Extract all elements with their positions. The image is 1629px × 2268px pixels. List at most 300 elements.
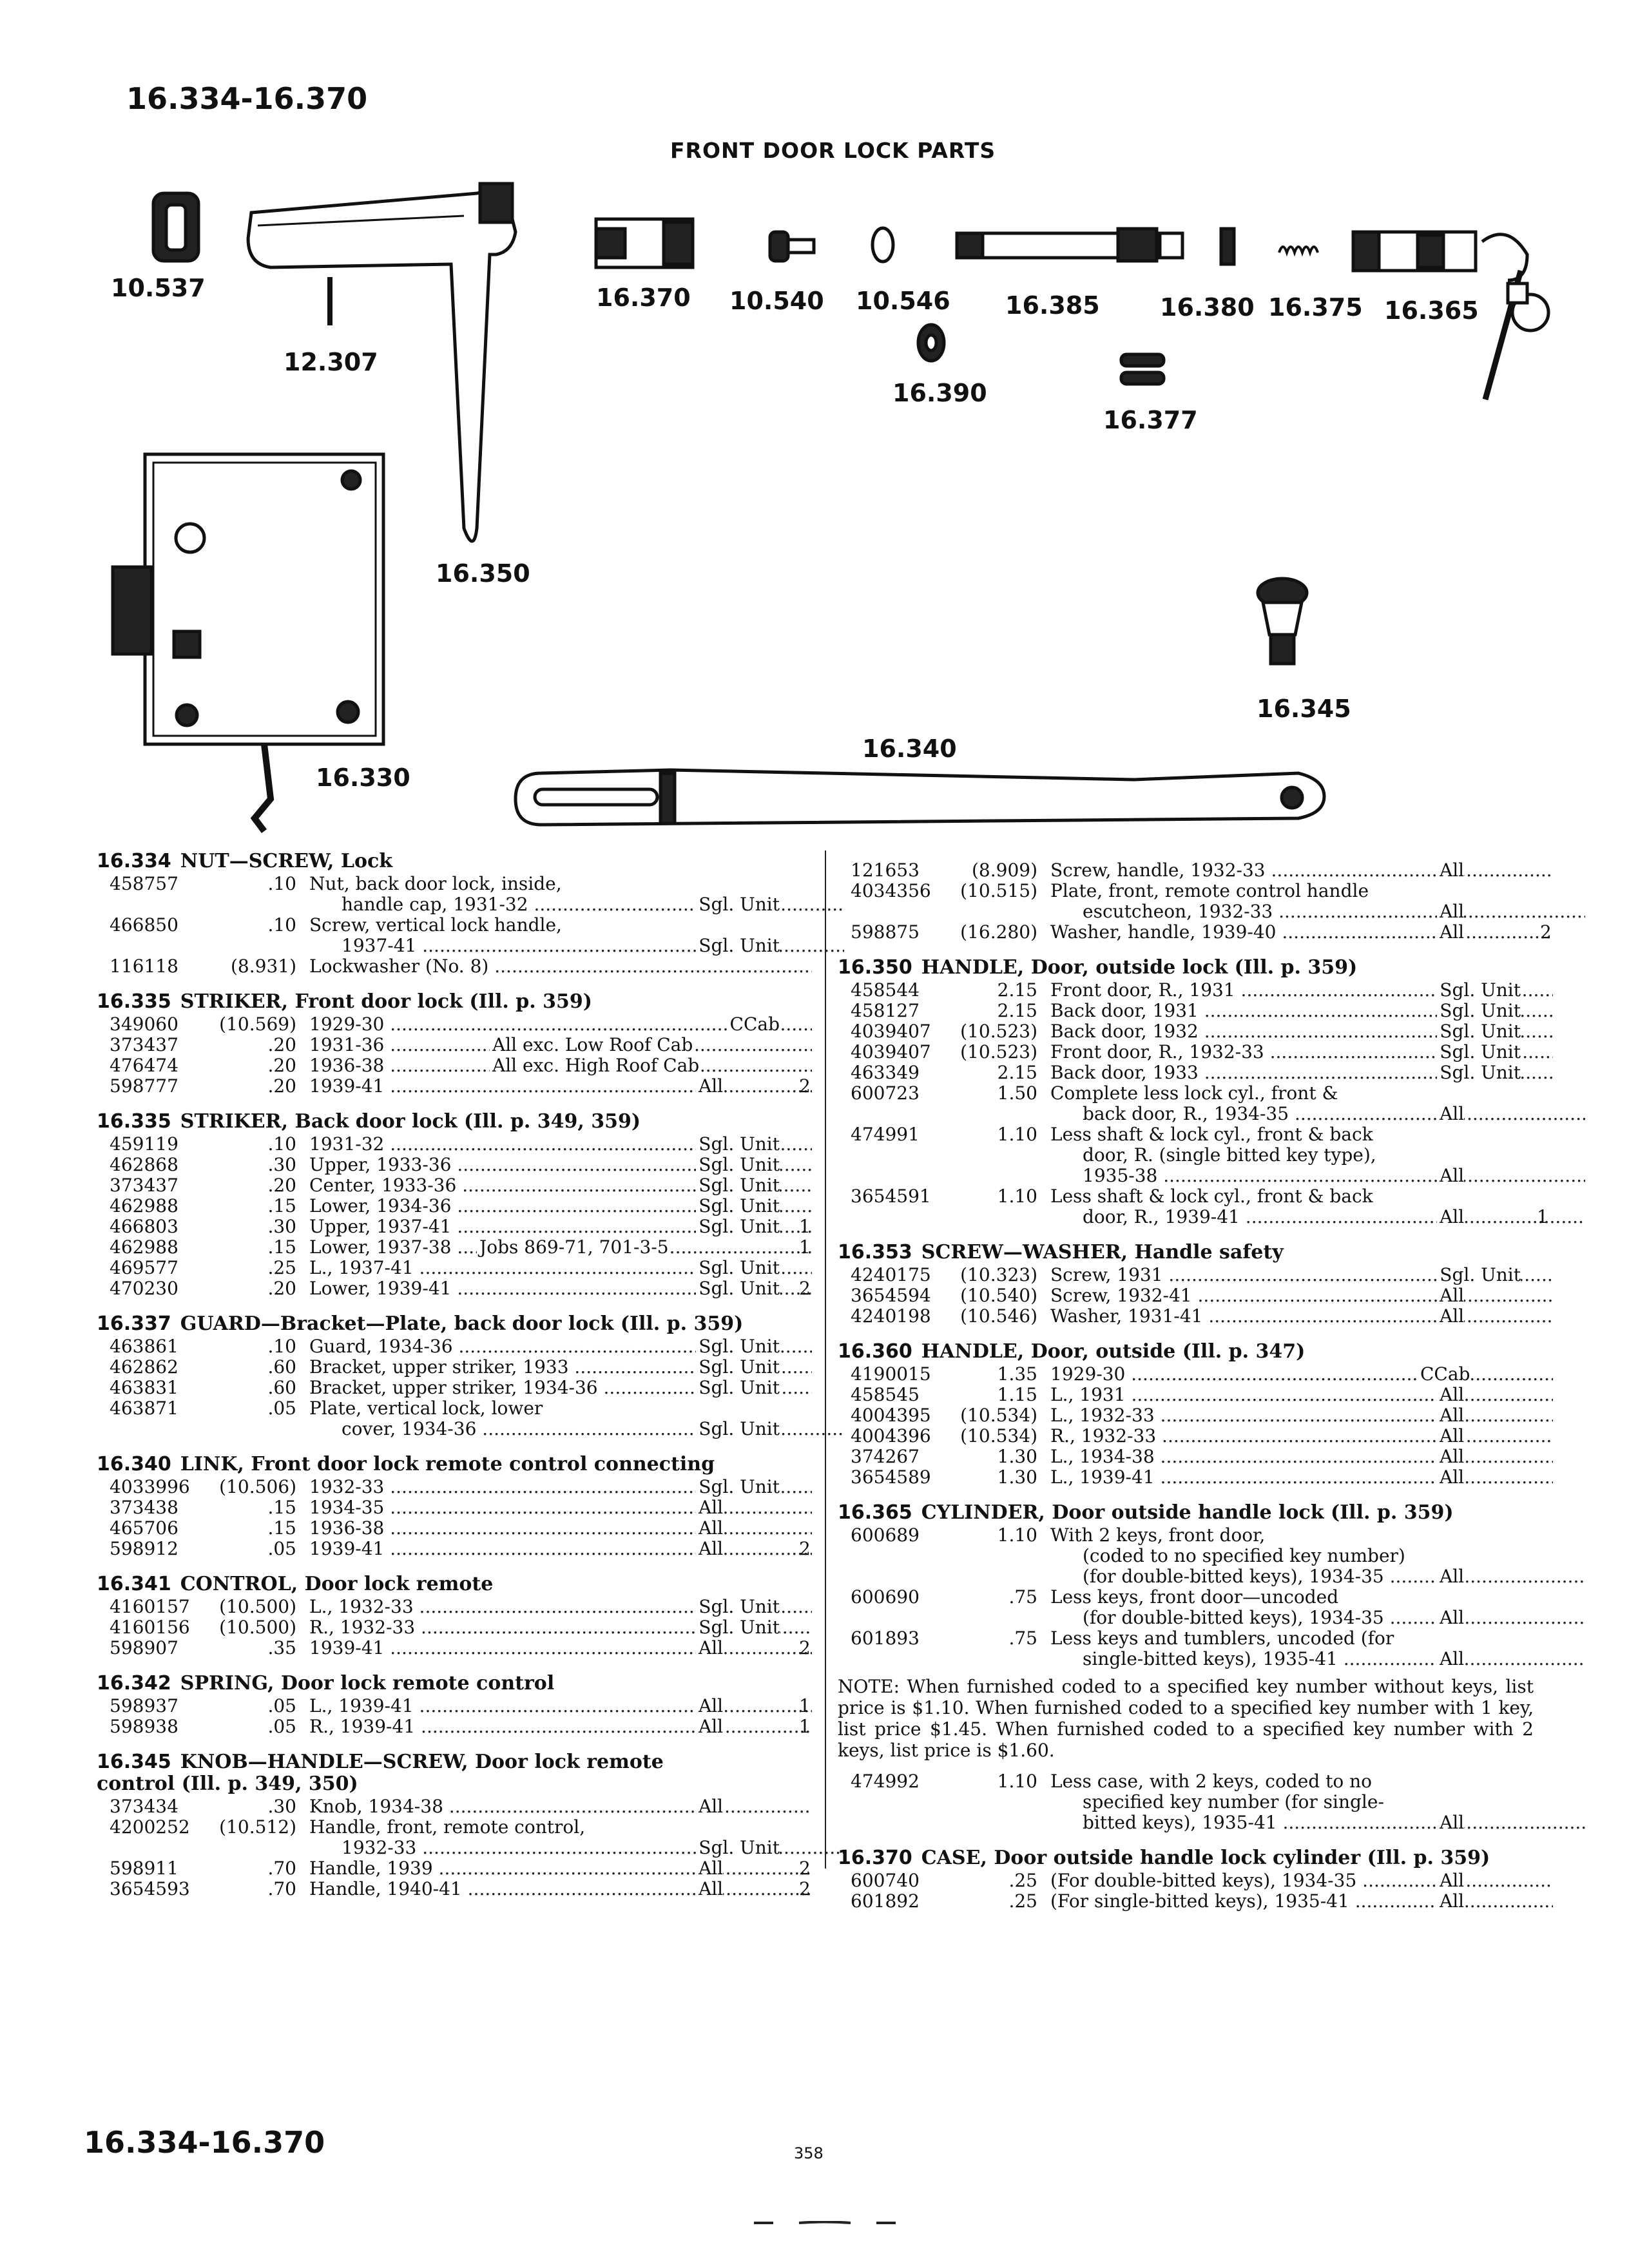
section-heading <box>838 1341 1547 1363</box>
table-row <box>838 1587 1547 1608</box>
application: Sgl. Unit <box>1437 980 1521 1001</box>
table-row <box>97 1398 805 1419</box>
application: All <box>696 1076 723 1097</box>
part-number: 373438 <box>110 1497 178 1518</box>
section-heading <box>97 1573 805 1595</box>
table-row <box>838 1546 1547 1566</box>
table-row <box>838 1186 1547 1207</box>
list-price: .05 <box>267 1716 296 1737</box>
part-number: 474991 <box>851 1124 920 1145</box>
list-price: .70 <box>267 1858 296 1879</box>
label-16377: 16.377 <box>1103 406 1198 434</box>
part-number: 463831 <box>110 1377 178 1398</box>
section-16337 <box>97 1313 805 1439</box>
list-price: .20 <box>267 1075 296 1097</box>
application: All <box>1437 1207 1464 1227</box>
application: Sgl. Unit <box>1437 1042 1521 1062</box>
label-10540: 10.540 <box>729 287 824 315</box>
part-number: 466850 <box>110 914 178 936</box>
description: 1932-33 ..... <box>309 1477 812 1497</box>
list-price: .25 <box>1008 1870 1037 1891</box>
description: Center, 1933-36 ..... <box>309 1175 812 1196</box>
application: All <box>1437 1306 1464 1327</box>
list-price: .10 <box>267 1336 296 1357</box>
table-row <box>97 1357 805 1378</box>
table-row <box>97 1419 805 1439</box>
part-number: 3654593 <box>110 1878 190 1899</box>
application: All <box>696 1638 723 1658</box>
list-price: (10.512) <box>219 1816 296 1838</box>
part-number: 598911 <box>110 1858 178 1879</box>
section-code: 16.365 <box>838 1501 912 1524</box>
part-number: 463871 <box>110 1398 178 1419</box>
table-row <box>838 1104 1547 1124</box>
table-row <box>838 1891 1547 1912</box>
description: 1936-38 ..... <box>309 1518 812 1539</box>
part-number: 121653 <box>851 860 920 881</box>
list-price: (8.909) <box>971 860 1037 881</box>
label-16365: 16.365 <box>1384 296 1479 325</box>
section-heading <box>838 1847 1547 1869</box>
part-number: 3654594 <box>851 1285 931 1306</box>
application: All <box>1437 1104 1464 1124</box>
section-16342 <box>97 1672 811 1737</box>
part-number: 4039407 <box>851 1041 931 1062</box>
table-row <box>97 1134 805 1155</box>
section-heading <box>97 991 805 1013</box>
section-heading <box>97 1313 805 1335</box>
application: All <box>1437 1649 1464 1669</box>
table-row <box>838 1124 1547 1145</box>
table-row <box>838 1062 1547 1083</box>
section-code: 16.335 <box>97 990 171 1013</box>
part-number: 600689 <box>851 1524 920 1546</box>
section-heading <box>97 1751 741 1795</box>
part-10546-drawing <box>872 228 893 262</box>
application: All <box>1437 1285 1464 1306</box>
application: Sgl. Unit <box>696 1155 780 1175</box>
list-price: .70 <box>267 1878 296 1899</box>
price-note: NOTE: When furnished coded to a specified key number without keys, list price is $1.10. When furnished coded to a specified key number with 1 key, list price $1.45. When furnished coded to a specified key number with 2 keys, list price is $1.60. <box>838 1676 1534 1761</box>
section-16345 <box>97 1751 811 1899</box>
list-price: (10.534) <box>960 1405 1037 1426</box>
part-10540-drawing <box>770 232 814 261</box>
part-number: 462988 <box>110 1195 178 1216</box>
application: Sgl. Unit <box>696 936 780 956</box>
application: Sgl. Unit <box>1437 1062 1521 1083</box>
list-price: .15 <box>267 1236 296 1258</box>
quantity: 2 <box>799 1858 811 1879</box>
description: single-bitted keys), 1935-41 ..... <box>1083 1649 1585 1669</box>
part-number: 374267 <box>851 1446 920 1467</box>
table-row <box>97 1858 811 1879</box>
section-16335-back <box>97 1110 811 1299</box>
section-title: CYLINDER, Door outside handle lock (Ill. p. 359) <box>921 1501 1454 1524</box>
application: All <box>1437 1812 1464 1833</box>
section-title: NUT—SCREW, Lock <box>180 850 393 872</box>
list-price: 1.10 <box>997 1524 1037 1546</box>
section-title: HANDLE, Door, outside lock (Ill. p. 359) <box>921 956 1358 979</box>
quantity: 2 <box>799 1075 811 1097</box>
list-price: (10.500) <box>219 1596 296 1617</box>
part-number: 469577 <box>110 1257 178 1278</box>
description: 1939-41 ..... <box>309 1638 812 1658</box>
part-number: 601893 <box>851 1628 920 1649</box>
list-price: 1.50 <box>997 1082 1037 1104</box>
description: Handle, front, remote control, <box>309 1817 586 1838</box>
section-title: KNOB—HANDLE—SCREW, Door lock remote control (Ill. p. 349, 350) <box>97 1751 664 1795</box>
section-heading <box>97 1454 805 1475</box>
description: Upper, 1933-36 ..... <box>309 1155 812 1175</box>
section-title: HANDLE, Door, outside (Ill. p. 347) <box>921 1340 1306 1363</box>
section-heading <box>838 957 1547 979</box>
description: door, R., 1939-41 ..... <box>1083 1207 1585 1227</box>
list-price: .15 <box>267 1497 296 1518</box>
part-number: 598938 <box>110 1716 178 1737</box>
table-row <box>838 980 1547 1001</box>
description: R., 1939-41 ..... <box>309 1716 812 1737</box>
application: Sgl. Unit <box>696 1838 780 1858</box>
description: 1936-38 ..... <box>309 1055 812 1076</box>
application: Sgl. Unit <box>696 1216 780 1237</box>
table-row <box>97 1477 805 1497</box>
description: escutcheon, 1932-33 ..... <box>1083 901 1585 922</box>
description: Screw, vertical lock handle, <box>309 915 562 936</box>
table-row <box>97 1817 805 1838</box>
application: All <box>696 1539 723 1559</box>
section-heading <box>97 1673 805 1695</box>
table-row <box>838 1021 1547 1042</box>
list-price: 1.10 <box>997 1771 1037 1792</box>
application: Sgl. Unit <box>696 1419 780 1439</box>
description: 1929-30 ..... <box>309 1014 812 1035</box>
table-row <box>838 1446 1547 1467</box>
part-number: 598937 <box>110 1695 178 1716</box>
part-number: 116118 <box>110 956 178 977</box>
description: (coded to no specified key number) <box>1083 1546 1405 1566</box>
application: All <box>1437 1467 1464 1488</box>
table-row <box>838 1649 1547 1669</box>
list-price: 2.15 <box>997 1000 1037 1021</box>
list-price: .20 <box>267 1278 296 1299</box>
label-10546: 10.546 <box>856 287 950 315</box>
part-number: 3654589 <box>851 1466 931 1488</box>
list-price: .05 <box>267 1538 296 1559</box>
list-price: .10 <box>267 914 296 936</box>
quantity: 2 <box>1540 921 1552 943</box>
description: Front door, R., 1931 ..... <box>1050 980 1553 1001</box>
part-number: 465706 <box>110 1517 178 1539</box>
description: Back door, 1931 ..... <box>1050 1001 1553 1021</box>
section-16341 <box>97 1573 811 1658</box>
footer-mark <box>754 2221 896 2225</box>
description: door, R. (single bitted key type), <box>1083 1145 1376 1166</box>
part-number: 4240198 <box>851 1305 931 1327</box>
application: All <box>1437 1166 1464 1186</box>
table-row <box>838 1792 1547 1812</box>
table-row <box>97 1878 811 1899</box>
section-code: 16.342 <box>97 1672 171 1695</box>
section-code: 16.335 <box>97 1110 171 1133</box>
part-number: 462868 <box>110 1154 178 1175</box>
quantity: 1 <box>799 1695 811 1716</box>
table-row <box>838 1812 1547 1833</box>
part-number: 466803 <box>110 1216 178 1237</box>
section-16340 <box>97 1453 811 1559</box>
right-column <box>838 860 1552 1926</box>
table-row <box>838 1083 1547 1104</box>
list-price: (8.931) <box>230 956 296 977</box>
part-number: 462862 <box>110 1356 178 1378</box>
quantity: 1 <box>799 1216 811 1237</box>
page-title: FRONT DOOR LOCK PARTS <box>670 138 996 163</box>
table-row <box>838 1870 1547 1891</box>
list-price: (10.506) <box>219 1476 296 1497</box>
part-number: 4240175 <box>851 1264 931 1285</box>
description: R., 1932-33 ..... <box>309 1617 812 1638</box>
list-price: (10.523) <box>960 1021 1037 1042</box>
application: Sgl. Unit <box>696 1477 780 1497</box>
description: L., 1931 ..... <box>1050 1385 1553 1405</box>
left-column <box>97 850 811 1914</box>
part-number: 458757 <box>110 873 178 894</box>
description: Screw, 1932-41 ..... <box>1050 1285 1553 1306</box>
table-row <box>97 1196 805 1216</box>
part-number: 459119 <box>110 1133 178 1155</box>
application: Sgl. Unit <box>696 1175 780 1196</box>
part-number: 463349 <box>851 1062 920 1083</box>
part-16380-drawing <box>1221 229 1234 264</box>
description: bitted keys), 1935-41 ..... <box>1083 1812 1585 1833</box>
table-row <box>97 1236 811 1258</box>
part-number: 476474 <box>110 1055 178 1076</box>
label-16390: 16.390 <box>892 379 987 407</box>
page-range-top: 16.334-16.370 <box>126 81 368 116</box>
part-number: 598777 <box>110 1075 178 1097</box>
description: Less keys, front door—uncoded <box>1050 1587 1339 1608</box>
application: Sgl. Unit <box>696 1134 780 1155</box>
column-divider <box>825 850 826 1869</box>
section-code: 16.370 <box>838 1847 912 1869</box>
description: Lower, 1937-38 ..... <box>309 1237 812 1258</box>
table-row <box>97 1796 805 1817</box>
section-title: STRIKER, Back door lock (Ill. p. 349, 359) <box>180 1110 641 1133</box>
application: All <box>1437 922 1464 943</box>
part-number: 598875 <box>851 921 920 943</box>
label-12307: 12.307 <box>284 348 378 376</box>
application: All <box>1437 1566 1464 1587</box>
description: Bracket, upper striker, 1933 ..... <box>309 1357 812 1378</box>
list-price: 2.15 <box>997 979 1037 1001</box>
list-price: 1.10 <box>997 1186 1037 1207</box>
table-row <box>838 921 1552 943</box>
list-price: .05 <box>267 1398 296 1419</box>
description: (For double-bitted keys), 1934-35 ..... <box>1050 1870 1553 1891</box>
list-price: .75 <box>1008 1586 1037 1608</box>
list-price: (10.500) <box>219 1617 296 1638</box>
section-heading <box>97 1111 805 1133</box>
description: 1939-41 ..... <box>309 1076 812 1097</box>
section-heading <box>838 1242 1547 1264</box>
application: All <box>696 1879 723 1899</box>
description: L., 1939-41 ..... <box>309 1696 812 1716</box>
list-price: (10.546) <box>960 1305 1037 1327</box>
section-16350 <box>838 957 1547 1227</box>
label-16345: 16.345 <box>1257 695 1351 723</box>
part-number: 373434 <box>110 1796 178 1817</box>
list-price: .60 <box>267 1356 296 1378</box>
list-price: (16.280) <box>960 921 1037 943</box>
table-row <box>838 1145 1547 1166</box>
description: back door, R., 1934-35 ..... <box>1083 1104 1585 1124</box>
table-row <box>97 956 805 977</box>
label-16330: 16.330 <box>316 764 410 792</box>
application: All <box>1437 1405 1464 1426</box>
part-16370-drawing <box>596 219 693 267</box>
description: (for double-bitted keys), 1934-35 ..... <box>1083 1566 1585 1587</box>
list-price: .10 <box>267 1133 296 1155</box>
table-row <box>97 1216 811 1237</box>
list-price: (10.569) <box>219 1014 296 1035</box>
table-row <box>838 1385 1547 1405</box>
application: Sgl. Unit <box>1437 1001 1521 1021</box>
section-16335-front <box>97 990 811 1097</box>
table-row <box>97 874 805 894</box>
application: All <box>696 1696 723 1716</box>
quantity: 1 <box>1537 1206 1548 1227</box>
section-code: 16.360 <box>838 1340 912 1363</box>
description: Less keys and tumblers, uncoded (for <box>1050 1628 1394 1649</box>
list-price: 1.10 <box>997 1124 1037 1145</box>
part-16375-drawing <box>1279 247 1318 253</box>
part-number: 349060 <box>110 1014 178 1035</box>
table-row <box>838 1207 1547 1227</box>
application: All <box>1437 1870 1464 1891</box>
table-row <box>97 1336 805 1357</box>
description: Less shaft & lock cyl., front & back <box>1050 1124 1373 1145</box>
application: All <box>1437 1891 1464 1912</box>
application: Sgl. Unit <box>696 894 780 915</box>
table-row <box>97 1055 805 1076</box>
description: L., 1932-33 ..... <box>1050 1405 1553 1426</box>
table-row <box>838 1306 1547 1327</box>
parts-illustration <box>0 0 1629 850</box>
table-row <box>838 1285 1547 1306</box>
application: Sgl. Unit <box>1437 1021 1521 1042</box>
description: Nut, back door lock, inside, <box>309 874 562 894</box>
part-16385-drawing <box>957 229 1182 261</box>
table-row <box>97 1035 805 1055</box>
description: 1931-32 ..... <box>309 1134 812 1155</box>
list-price: .60 <box>267 1377 296 1398</box>
description: cover, 1934-36 ..... <box>342 1419 844 1439</box>
list-price: .15 <box>267 1195 296 1216</box>
list-price: .25 <box>267 1257 296 1278</box>
part-number: 600740 <box>851 1870 920 1891</box>
description: 1931-36 ..... <box>309 1035 812 1055</box>
application: All <box>1437 1608 1464 1628</box>
application: Sgl. Unit <box>696 1196 780 1216</box>
application: All <box>696 1796 723 1817</box>
description: Lockwasher (No. 8) ..... <box>309 956 812 977</box>
description: Back door, 1933 ..... <box>1050 1062 1553 1083</box>
part-number: 4190015 <box>851 1363 931 1385</box>
part-number: 4004395 <box>851 1405 931 1426</box>
list-price: .20 <box>267 1175 296 1196</box>
description: Lower, 1934-36 ..... <box>309 1196 812 1216</box>
table-row <box>838 881 1547 901</box>
description: 1934-35 ..... <box>309 1497 812 1518</box>
description: 1939-41 ..... <box>309 1539 812 1559</box>
label-10537: 10.537 <box>111 274 206 302</box>
application: All <box>696 1518 723 1539</box>
part-10537-drawing <box>153 193 198 261</box>
list-price: (10.523) <box>960 1041 1037 1062</box>
description: Handle, 1940-41 ..... <box>309 1879 812 1899</box>
section-16370 <box>838 1847 1547 1912</box>
list-price: .30 <box>267 1796 296 1817</box>
part-number: 4200252 <box>110 1816 190 1838</box>
description: Plate, front, remote control handle <box>1050 881 1369 901</box>
application: All <box>696 1716 723 1737</box>
quantity: 2 <box>799 1878 811 1899</box>
description: Lower, 1939-41 ..... <box>309 1278 812 1299</box>
part-number: 4033996 <box>110 1476 190 1497</box>
table-row <box>97 1278 811 1299</box>
section-code: 16.350 <box>838 956 912 979</box>
table-row <box>838 1001 1547 1021</box>
section-code: 16.353 <box>838 1241 912 1264</box>
list-price: (10.534) <box>960 1425 1037 1446</box>
application: All <box>696 1858 723 1879</box>
section-title: SPRING, Door lock remote control <box>180 1672 555 1695</box>
section-code: 16.341 <box>97 1573 171 1595</box>
part-number: 458544 <box>851 979 920 1001</box>
part-16340-drawing <box>516 770 1324 825</box>
part-number: 470230 <box>110 1278 178 1299</box>
description: (for double-bitted keys), 1934-35 ..... <box>1083 1608 1585 1628</box>
section-code: 16.334 <box>97 850 171 872</box>
list-price: (10.323) <box>960 1264 1037 1285</box>
application: All exc. Low Roof Cab <box>490 1035 693 1055</box>
description: Complete less lock cyl., front & <box>1050 1083 1338 1104</box>
description: Screw, 1931 ..... <box>1050 1265 1553 1285</box>
table-row <box>97 1175 805 1196</box>
section-title: STRIKER, Front door lock (Ill. p. 359) <box>180 990 592 1013</box>
table-row <box>838 1566 1547 1587</box>
table-row <box>97 915 805 936</box>
section-code: 16.340 <box>97 1453 171 1475</box>
part-number: 458545 <box>851 1384 920 1405</box>
label-16370: 16.370 <box>596 284 691 312</box>
list-price: .15 <box>267 1517 296 1539</box>
part-number: 598907 <box>110 1637 178 1658</box>
table-row <box>97 1497 805 1518</box>
application: All <box>1437 1385 1464 1405</box>
description: Less shaft & lock cyl., front & back <box>1050 1186 1373 1207</box>
description: Front door, R., 1932-33 ..... <box>1050 1042 1553 1062</box>
list-price: .75 <box>1008 1628 1037 1649</box>
description: R., 1932-33 ..... <box>1050 1426 1553 1446</box>
table-row <box>97 936 805 956</box>
section-title: CONTROL, Door lock remote <box>180 1573 494 1595</box>
description: L., 1932-33 ..... <box>309 1597 812 1617</box>
part-16390-drawing <box>918 325 944 361</box>
table-row <box>838 1426 1547 1446</box>
table-row <box>97 1075 811 1097</box>
section-16334 <box>97 850 805 977</box>
quantity: 1 <box>799 1716 811 1737</box>
